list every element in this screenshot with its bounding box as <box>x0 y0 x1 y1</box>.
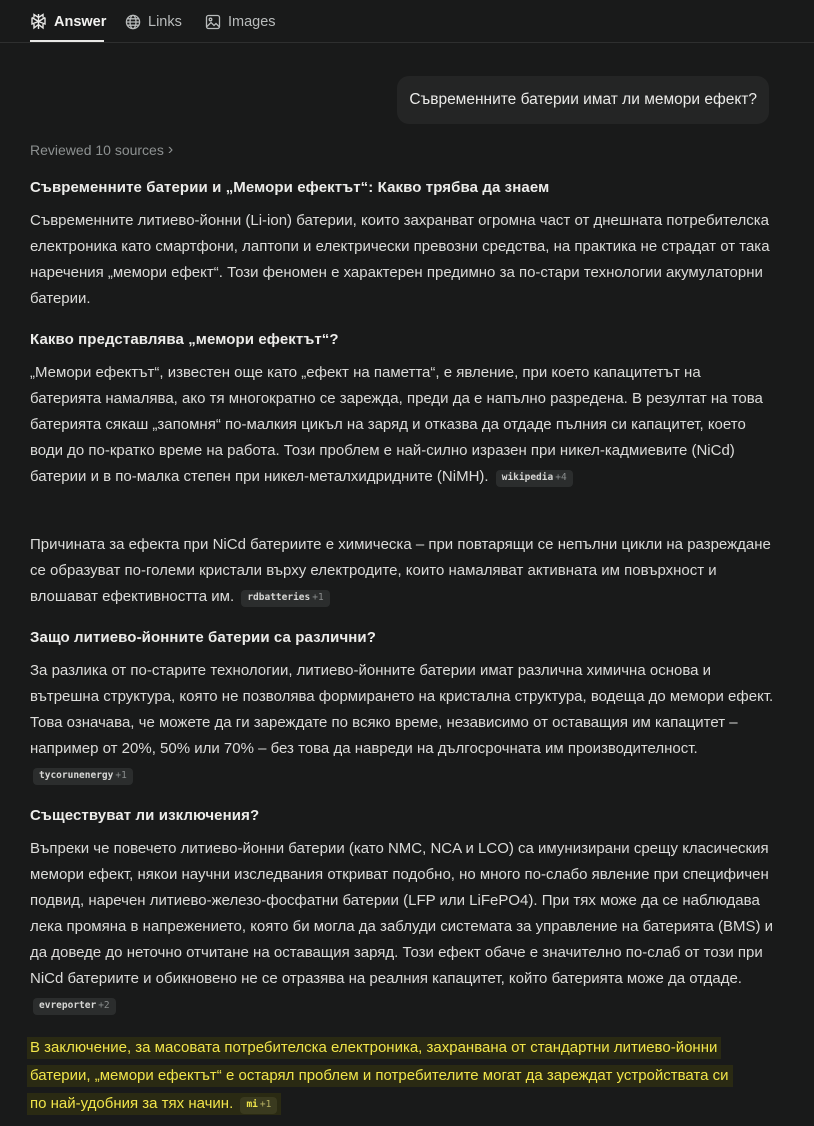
citation-source: wikipedia <box>501 472 554 483</box>
paragraph-text: За разлика от по-старите технологии, литиево-йонните батерии имат различна химична основа и вътрешна структура, която не позволява формирането на кристална структура, водеща до мемори ефект. Това означава, че можете да ги зареждате по всяко време, независимо от оставащия им капацитет – например от 20%, 50% или 70% – без това да навреди на дългосрочната им производителност. <box>30 662 774 757</box>
answer-paragraph <box>30 836 775 1018</box>
citation-source: evreporter <box>39 1000 97 1011</box>
tab-images[interactable] <box>205 0 276 43</box>
highlighted-text <box>27 1093 281 1115</box>
answer-paragraph <box>30 532 775 610</box>
citation-source: rdbatteries <box>247 592 311 603</box>
tab-links-label: Links <box>148 13 182 30</box>
image-icon <box>205 14 221 30</box>
section-heading: Какво представлява „мемори ефектът“? <box>30 331 339 348</box>
user-question-text: Съвременните батерии имат ли мемори ефект? <box>409 91 757 108</box>
answer-tabs <box>0 0 814 43</box>
citation-badge[interactable] <box>33 768 133 785</box>
citation-source: tycorunenergy <box>39 770 114 781</box>
reviewed-sources-link[interactable] <box>30 141 173 159</box>
answer-title: Съвременните батерии и „Мемори ефектът“: Какво трябва да знаем <box>30 179 550 196</box>
citation-badge[interactable] <box>496 470 573 487</box>
paragraph-text: Причината за ефекта при NiCd батериите е химическа – при повтарящи се непълни цикли на разреждане се образуват по-големи кристали върху електродите, които намаляват активната им повърхност и влошават ефективността им. <box>30 536 771 605</box>
highlighted-text-end: по най-удобния за тях начин. <box>30 1095 234 1112</box>
highlighted-conclusion <box>27 1034 777 1118</box>
citation-badge[interactable] <box>241 590 329 607</box>
citation-more: +4 <box>555 472 567 483</box>
answer-paragraph <box>30 658 775 788</box>
tab-answer-label: Answer <box>54 13 107 30</box>
highlighted-text: В заключение, за масовата потребителска електроника, захранвана от стандартни литиево-йонни <box>27 1037 721 1059</box>
citation-badge[interactable] <box>240 1097 277 1114</box>
perplexity-icon <box>30 13 47 30</box>
chevron-right-icon: › <box>167 141 174 158</box>
section-heading: Съществуват ли изключения? <box>30 807 260 824</box>
paragraph-text: Въпреки че повечето литиево-йонни батерии (като NMC, NCA и LCO) са имунизирани срещу класическия мемори ефект, някои научни изследвания откриват подобно, но много по-слабо явление при специфичен подвид, наречен литиево-железо-фосфатни батерии (LFP или LiFePO4). При тях може да се наблюдава лека промяна в напрежението, която би могла да заблуди системата за управление на батерията (BMS) и да доведе до неточно отчитане на оставащия заряд. Този ефект обаче е значително по-слаб от този при NiCd батериите и обикновено не се отразява на реалния капацитет, който батерията може да отдаде. <box>30 840 773 987</box>
answer-paragraph <box>30 360 775 490</box>
citation-badge[interactable] <box>33 998 116 1015</box>
answer-paragraph <box>30 208 775 312</box>
citation-more: +1 <box>259 1099 272 1110</box>
active-tab-indicator <box>30 40 104 42</box>
reviewed-sources-label: Reviewed 10 sources <box>30 142 164 158</box>
citation-more: +1 <box>312 592 324 603</box>
paragraph-text: Съвременните литиево-йонни (Li-ion) батерии, които захранват огромна част от днешната потребителска електроника като смартфони, лаптопи и електрически превозни средства, на практика не страдат от така наречения „мемори ефект“. Този феномен е характерен предимно за по-стари технологии акумулаторни батерии. <box>30 212 770 307</box>
tab-answer[interactable] <box>30 0 106 43</box>
section-heading: Защо литиево-йонните батерии са различни? <box>30 629 377 646</box>
citation-more: +2 <box>98 1000 110 1011</box>
paragraph-text: „Мемори ефектът“, известен още като „ефект на паметта“, е явление, при което капацитетът на батерията намалява, ако тя многократно се зарежда, преди да е напълно разредена. В резултат на това батерията сякаш „запомня“ по-малкия цикъл на заряд и отказва да отдаде пълния си капацитет, което води до по-кратко време на работа. Този проблем е най-силно изразен при никел-кадмиевите (NiCd) батерии и в по-малка степен при никел-металхидридните (NiMH). <box>30 364 763 485</box>
globe-icon <box>125 14 141 30</box>
user-question-bubble <box>397 76 769 124</box>
tab-links[interactable] <box>125 0 182 43</box>
tab-images-label: Images <box>228 13 276 30</box>
citation-more: +1 <box>115 770 127 781</box>
citation-source: mi <box>246 1099 258 1110</box>
highlighted-text: батерии, „мемори ефектът“ е остарял проблем и потребителите могат да зареждат устройствата си <box>27 1065 733 1087</box>
